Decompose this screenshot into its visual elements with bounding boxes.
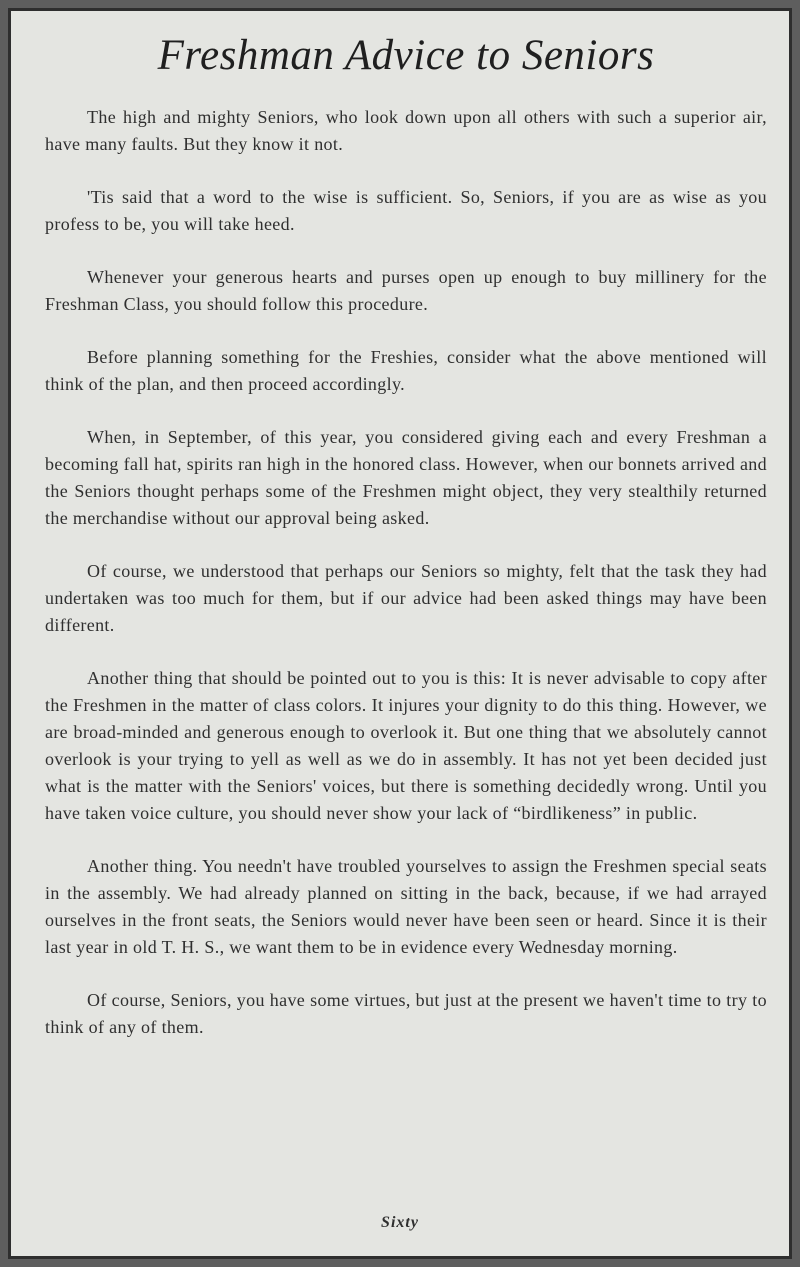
paragraph-4: Before planning something for the Freshies, consider what the above mentioned will think of the plan, and then proceed accordingly. [45, 347, 767, 395]
page-number: Sixty [381, 1214, 419, 1231]
paragraph-5: When, in September, of this year, you considered giving each and every Freshman a becoming fall hat, spirits ran high in the honored class. However, when our bonnets arrived and the Seniors thought perhaps some of the Freshmen might object, they very stealthily returned the merchandise without our approval being asked. [45, 427, 767, 529]
paragraph-1: The high and mighty Seniors, who look down upon all others with such a superior air, have many faults. But they know it not. [45, 107, 767, 155]
paragraph-3: Whenever your generous hearts and purses open up enough to buy millinery for the Freshman Class, you should follow this procedure. [45, 267, 767, 315]
paragraph-2: 'Tis said that a word to the wise is sufficient. So, Seniors, if you are as wise as you profess to be, you will take heed. [45, 187, 767, 235]
paragraph-9: Of course, Seniors, you have some virtues, but just at the present we haven't time to try to think of any of them. [45, 990, 767, 1038]
page-frame [8, 8, 792, 1259]
page-title: Freshman Advice to Seniors [157, 32, 655, 79]
paragraph-8: Another thing. You needn't have troubled yourselves to assign the Freshmen special seats in the assembly. We had already planned on sitting in the back, because, if we had arrayed ourselves in the front seats, the Seniors would never have been seen or heard. Since it is their last year in old T. H. S., we want them to be in evidence every Wednesday morning. [45, 856, 767, 958]
paragraph-6: Of course, we understood that perhaps our Seniors so mighty, felt that the task they had undertaken was too much for them, but if our advice had been asked things may have been different. [45, 561, 767, 636]
paragraph-7: Another thing that should be pointed out to you is this: It is never advisable to copy after the Freshmen in the matter of class colors. It injures your dignity to do this thing. However, we are broad-minded and generous enough to overlook it. But one thing that we absolutely cannot overlook is your trying to yell as well as we do in assembly. It has not yet been decided just what is the matter with the Seniors' voices, but there is something decidedly wrong. Until you have taken voice culture, you should never show your lack of “birdlikeness” in public. [45, 668, 767, 824]
document-page [11, 11, 789, 1256]
